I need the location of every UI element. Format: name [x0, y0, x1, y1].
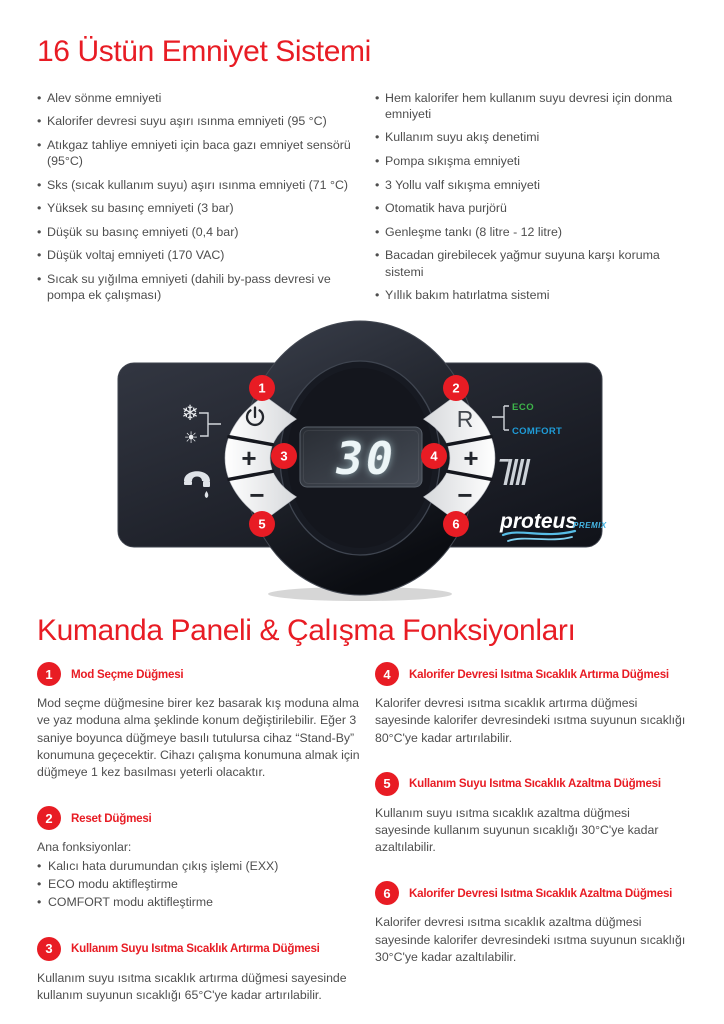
- section-ch-azaltma: [375, 881, 688, 966]
- section-header: [375, 662, 688, 686]
- callout-number: 6: [452, 516, 460, 532]
- list-item: • ECO modu aktifleştirme: [37, 876, 360, 894]
- list-item: • Yıllık bakım hatırlatma sistemi: [375, 287, 688, 303]
- section-heading: Kalorifer Devresi Isıtma Sıcaklık Artırma Düğmesi: [409, 667, 669, 681]
- callout-marker-6: [443, 511, 469, 537]
- callout-marker-4: [421, 443, 447, 469]
- section-title: Kumanda Paneli & Çalışma Fonksiyonları: [37, 613, 576, 647]
- number-badge: 4: [375, 662, 399, 686]
- list-item: • Düşük su basınç emniyeti (0,4 bar): [37, 224, 360, 240]
- summer-mode-icon: ☀: [183, 429, 199, 447]
- control-panel-figure: [112, 313, 612, 603]
- safety-list-left: [37, 90, 360, 311]
- callout-marker-1: [249, 375, 275, 401]
- dhw-minus-button: −: [249, 479, 265, 510]
- section-header: [375, 772, 688, 796]
- list-item: • Kalıcı hata durumundan çıkış işlemi (EXX): [37, 858, 360, 876]
- number-badge: 2: [37, 806, 61, 830]
- list-item: • Otomatik hava purjörü: [375, 200, 688, 216]
- section-heading: Reset Düğmesi: [71, 811, 152, 825]
- list-item: • Kullanım suyu akış denetimi: [375, 129, 688, 145]
- control-panel-illustration: [112, 313, 612, 603]
- safety-list-right: [375, 90, 688, 311]
- section-header: [375, 881, 688, 905]
- sections-column-right: [375, 662, 688, 1024]
- callout-marker-5: [249, 511, 275, 537]
- function-sections: [37, 662, 687, 1024]
- list-item: • Kalorifer devresi suyu aşırı ısınma emniyeti (95 °C): [37, 113, 360, 129]
- section-ch-artirma: [375, 662, 688, 747]
- list-item: • Sks (sıcak kullanım suyu) aşırı ısınma emniyeti (71 °C): [37, 177, 360, 193]
- callout-number: 4: [430, 448, 438, 464]
- list-item: • Hem kalorifer hem kullanım suyu devresi için donma emniyeti: [375, 90, 688, 122]
- section-mod-secme: [37, 662, 360, 781]
- section-heading: Mod Seçme Düğmesi: [71, 667, 184, 681]
- section-header: [37, 806, 360, 830]
- list-item: • Atıkgaz tahliye emniyeti için baca gazı emniyet sensörü (95°C): [37, 137, 360, 169]
- temperature-display: [300, 427, 422, 487]
- section-body: Kalorifer devresi ısıtma sıcaklık artırma düğmesi sayesinde kalorifer devresindeki ısıtma suyunun sıcaklığı 80°C'ye kadar artırılabilir.: [375, 696, 686, 745]
- section-reset: [37, 806, 360, 912]
- list-item: • Düşük voltaj emniyeti (170 VAC): [37, 247, 360, 263]
- section-intro: Ana fonksiyonlar:: [37, 840, 132, 855]
- section-dhw-artirma: [37, 937, 360, 1004]
- section-heading: Kullanım Suyu Isıtma Sıcaklık Azaltma Düğmesi: [409, 777, 661, 791]
- brand-sub: PREMIX: [573, 520, 607, 530]
- callout-marker-2: [443, 375, 469, 401]
- callout-number: 5: [258, 516, 266, 532]
- list-item: • Pompa sıkışma emniyeti: [375, 153, 688, 169]
- section-header: [37, 662, 360, 686]
- ch-minus-button: −: [457, 479, 473, 510]
- list-item: • COMFORT modu aktifleştirme: [37, 894, 360, 912]
- number-badge: 5: [375, 772, 399, 796]
- comfort-label: COMFORT: [512, 425, 563, 437]
- ch-plus-button: +: [463, 442, 479, 473]
- callout-number: 1: [258, 380, 266, 396]
- number-badge: 3: [37, 937, 61, 961]
- list-item: • Sıcak su yığılma emniyeti (dahili by-pass devresi ve pompa ek çalışması): [37, 271, 360, 303]
- safety-feature-lists: [37, 90, 687, 311]
- list-item: • Yüksek su basınç emniyeti (3 bar): [37, 200, 360, 216]
- section-body: Mod seçme düğmesine birer kez basarak kış moduna alma ve yaz moduna alma şeklinde konum değiştirilebilir. Eğer 3 saniye boyunca düğmeye basılı tutulursa cihaz “Stand-By” konumuna geçecektir. Cihazı çalışma konumuna almak için düğmeye 1 kez basılması yeterli olacaktır.: [37, 696, 360, 780]
- section-header: [37, 937, 360, 961]
- number-badge: 1: [37, 662, 61, 686]
- list-item: • Alev sönme emniyeti: [37, 90, 360, 106]
- dhw-plus-button: +: [241, 442, 257, 473]
- section-body: Kullanım suyu ısıtma sıcaklık azaltma düğmesi sayesinde kullanım suyunun sıcaklığı 30°C'ye kadar azaltılabilir.: [375, 805, 659, 855]
- page-title: 16 Üstün Emniyet Sistemi: [37, 35, 371, 68]
- section-body: Kalorifer devresi ısıtma sıcaklık azaltma düğmesi sayesinde kalorifer devresindeki ısıtma suyunun sıcaklığı 30°C'ye kadar azaltılabilir.: [375, 915, 686, 964]
- winter-mode-icon: ❄: [181, 401, 199, 425]
- number-badge: 6: [375, 881, 399, 905]
- callout-number: 2: [452, 380, 460, 396]
- section-heading: Kullanım Suyu Isıtma Sıcaklık Artırma Düğmesi: [71, 942, 320, 956]
- eco-label: ECO: [512, 401, 535, 413]
- list-item: • Bacadan girebilecek yağmur suyuna karşı koruma sistemi: [375, 247, 688, 279]
- list-item: • 3 Yollu valf sıkışma emniyeti: [375, 177, 688, 193]
- sections-column-left: [37, 662, 360, 1024]
- list-item: • Genleşme tankı (8 litre - 12 litre): [375, 224, 688, 240]
- callout-number: 3: [280, 448, 288, 464]
- reset-button: R: [456, 405, 474, 432]
- section-heading: Kalorifer Devresi Isıtma Sıcaklık Azaltma Düğmesi: [409, 886, 673, 900]
- section-body: Kullanım suyu ısıtma sıcaklık artırma düğmesi sayesinde kullanım suyunun sıcaklığı 65°C'ye kadar artırılabilir.: [37, 970, 347, 1003]
- section-dhw-azaltma: [375, 772, 688, 857]
- callout-marker-3: [271, 443, 297, 469]
- brand-name: proteus: [500, 509, 578, 533]
- reset-functions-list: [37, 858, 360, 911]
- display-value: 30: [330, 432, 401, 485]
